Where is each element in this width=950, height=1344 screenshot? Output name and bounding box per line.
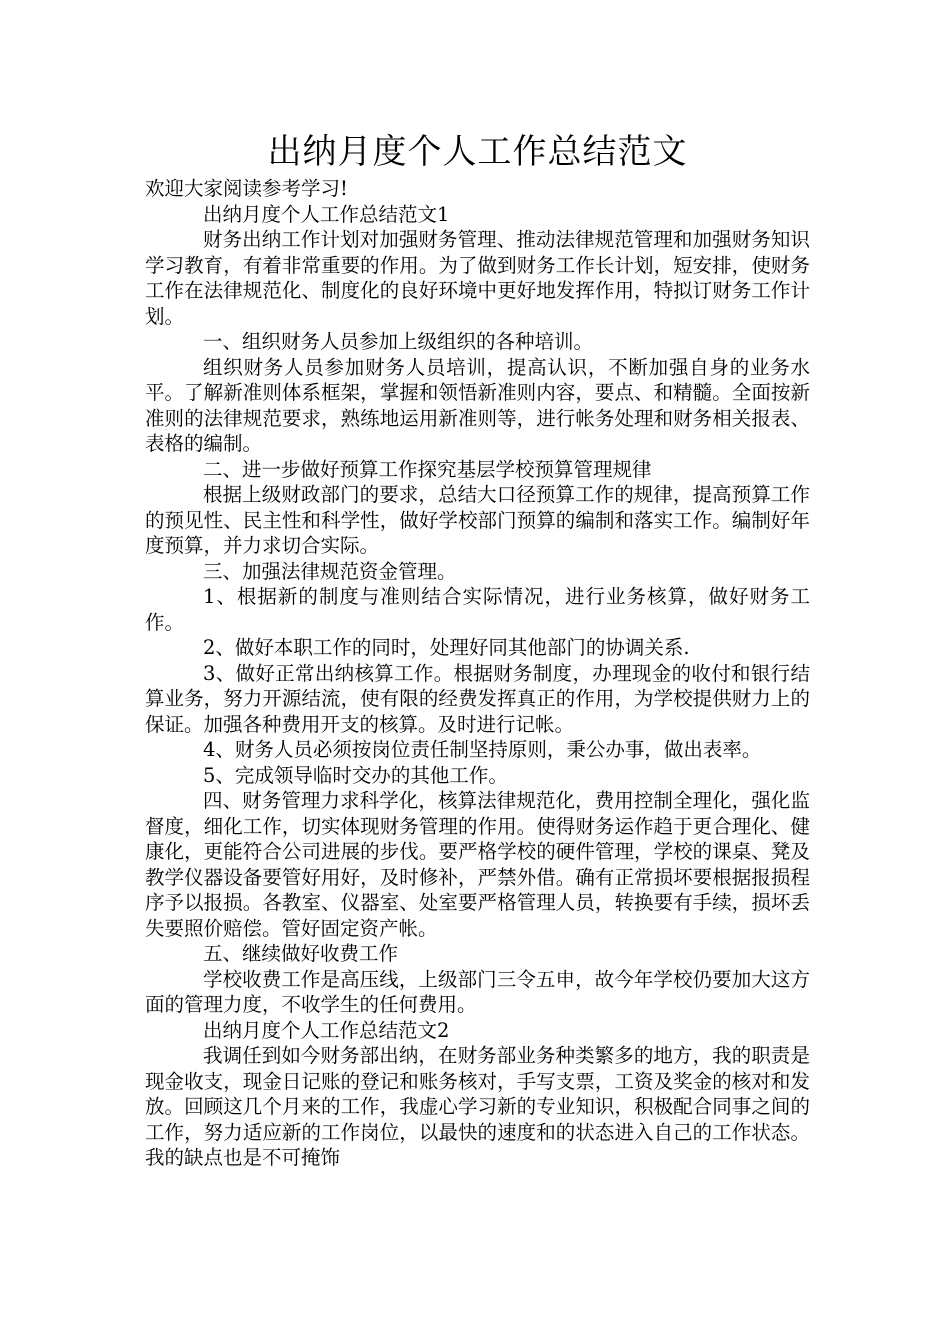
document-title: 出纳月度个人工作总结范文 bbox=[267, 132, 688, 172]
section-heading: 五、继续做好收费工作 bbox=[203, 942, 399, 965]
document-page bbox=[145, 128, 810, 1171]
section-heading: 出纳月度个人工作总结范文1 bbox=[203, 202, 450, 226]
list-item: 2、做好本职工作的同时，处理好同其他部门的协调关系. bbox=[203, 636, 690, 659]
list-item: 3、做好正常出纳核算工作。根据财务制度，办理现金的收付和银行结算业务，努力开源结流，使有限的经费发挥真正的作用，为学校提供财力上的保证。加强各种费用开支的核算。及时进行记帐。 bbox=[145, 661, 810, 736]
paragraph: 我调任到如今财务部出纳，在财务部业务种类繁多的地方，我的职责是现金收支，现金日记账的登记和账务核对，手写支票，工资及奖金的核对和发放。回顾这几个月来的工作，我虚心学习新的专业知识，积极配合同事之间的工作，努力适应新的工作岗位，以最快的速度和的状态进入自己的工作状态。我的缺点也是不可掩饰 bbox=[145, 1044, 810, 1169]
section-heading: 出纳月度个人工作总结范文2 bbox=[203, 1018, 450, 1042]
paragraph: 四、财务管理力求科学化，核算法律规范化，费用控制全理化，强化监督度，细化工作，切实体现财务管理的作用。使得财务运作趋于更合理化、健康化，更能符合公司进展的步伐。要严格学校的硬件管理，学校的课桌、凳及教学仪器设备要管好用好，及时修补，严禁外借。确有正常损坏要根据报损程序予以报损。各教室、仪器室、处室要严格管理人员，转换要有手续，损坏丢失要照价赔偿。管好固定资产帐。 bbox=[145, 789, 810, 940]
section-heading: 二、进一步做好预算工作探究基层学校预算管理规律 bbox=[203, 457, 652, 481]
paragraph: 欢迎大家阅读参考学习! bbox=[145, 177, 348, 200]
paragraph: 根据上级财政部门的要求，总结大口径预算工作的规律，提高预算工作的预见性、民主性和科学性，做好学校部门预算的编制和落实工作。编制好年度预算，并力求切合实际。 bbox=[145, 483, 810, 557]
document-body bbox=[145, 176, 810, 1171]
paragraph: 组织财务人员参加财务人员培训，提高认识，不断加强自身的业务水平。了解新准则体系框架，掌握和领悟新准则内容，要点、和精髓。全面按新准则的法律规范要求，熟练地运用新准则等，进行帐务处理和财务相关报表、表格的编制。 bbox=[145, 355, 810, 455]
section-heading: 三、加强法律规范资金管理。 bbox=[203, 559, 457, 583]
list-item: 1、根据新的制度与准则结合实际情况，进行业务核算，做好财务工作。 bbox=[145, 585, 810, 634]
list-item: 5、完成领导临时交办的其他工作。 bbox=[203, 763, 508, 787]
paragraph: 财务出纳工作计划对加强财务管理、推动法律规范管理和加强财务知识学习教育，有着非常重要的作用。为了做到财务工作长计划，短安排，使财务工作在法律规范化、制度化的良好环境中更好地发挥作用，特拟订财务工作计划。 bbox=[145, 228, 810, 328]
list-item: 4、财务人员必须按岗位责任制坚持原则，秉公办事，做出表率。 bbox=[203, 738, 762, 761]
paragraph: 学校收费工作是高压线，上级部门三令五申，故今年学校仍要加大这方面的管理力度，不收学生的任何费用。 bbox=[145, 967, 810, 1016]
section-heading: 一、组织财务人员参加上级组织的各种培训。 bbox=[203, 330, 594, 353]
